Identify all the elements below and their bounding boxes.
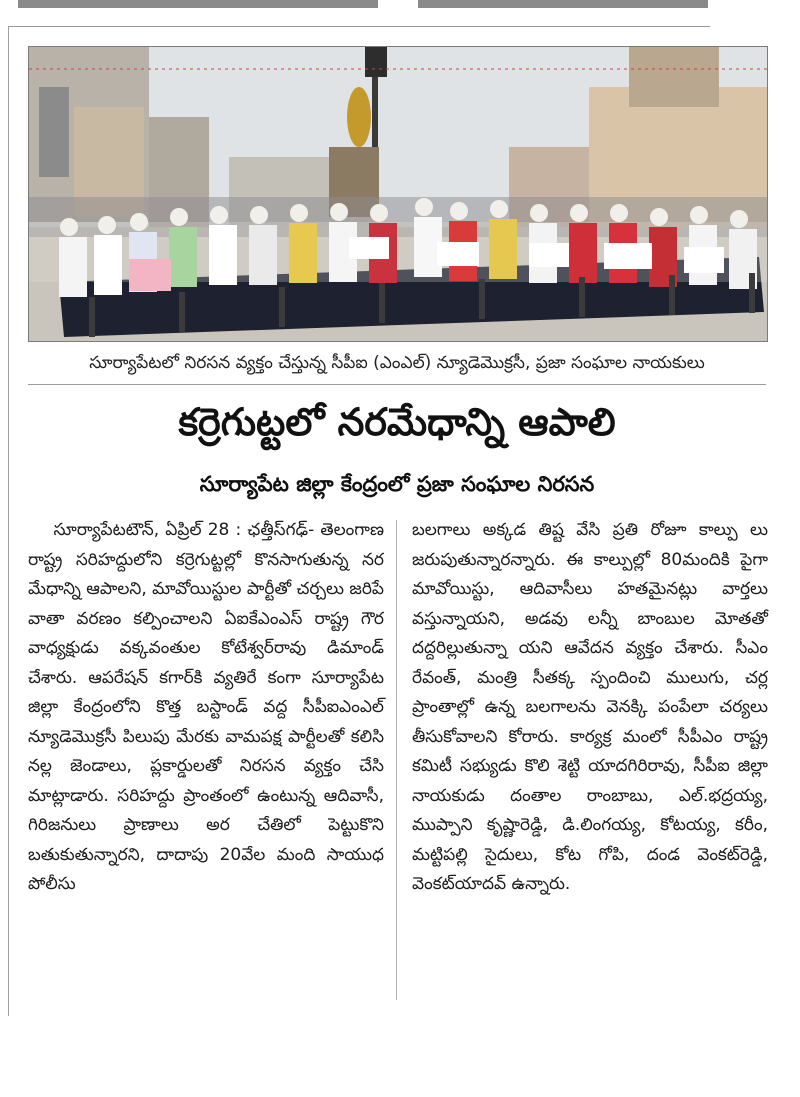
headline: కర్రెగుట్టలో నరమేధాన్ని ఆపాలి [178,400,616,444]
subheadline: సూర్యాపేట జిల్లా కేంద్రంలో ప్రజా సంఘాల నిరసన [199,472,595,496]
body-paragraph-left: సూర్యాపేటటౌన్, ఏప్రిల్ 28 : ఛత్తీస్‌గఢ్- తెలంగాణ రాష్ట్ర సరిహద్దులోని కర్రెగుట్టల్లో కొనసాగుతున్న నర మేధాన్ని ఆపాలని, మావోయిస్టుల పార్టీతో చర్చలు జరిపే వాతా వరణం కల్పించాలని ఏఐకేఎంఎస్ రాష్ట్ర గౌర వాధ్యక్షుడు వక్కవంతుల కోటేశ్వర్‌రావు డిమాండ్ చేశారు. ఆపరేషన్ కగార్‌కి వ్యతిరే కంగా సూర్యాపేట జిల్లా కేంద్రంలోని కొత్త బస్టాండ్ వద్ద సీపీఐఎంఎల్ న్యూడెమొక్రసీ పిలుపు మేరకు వామపక్ష పార్టీలతో కలిసి నల్ల జెండాలు, ప్లకార్డులతో నిరసన వ్యక్తం చేసి మాట్లాడారు. సరిహద్దు ప్రాంతంలో ఉంటున్న ఆదివాసీ, గిరిజనులు ప్రాణాలు అర చేతిలో పెట్టుకొని బతుకుతున్నారని, దాదాపు 20వేల మంది సాయుధ పోలీసు [28,520,384,894]
column-rule [8,26,9,1016]
news-photo [28,46,768,342]
photo-caption: సూర్యాపేటలో నిరసన వ్యక్తం చేస్తున్న సీపీఐ (ఎంఎల్) న్యూడెమొక్రసీ, ప్రజా సంఘాల నాయకులు [28,352,766,385]
article-body-right [412,516,768,900]
column-divider [396,520,397,1000]
article-body-left [28,516,384,900]
body-paragraph-right: బలగాలు అక్కడ తిష్ట వేసి ప్రతి రోజూ కాల్పు లు జరుపుతున్నారన్నారు. ఈ కాల్పుల్లో 80మందికి పైగా మావోయిస్టు, ఆదివాసీలు హతమైనట్లు వార్తలు వస్తున్నాయని, అడవు లన్నీ బాంబుల మోతతో దద్దరిల్లుతున్నా యని ఆవేదన వ్యక్తం చేశారు. సీఎం రేవంత్, మంత్రి సీతక్క స్పందించి ములుగు, చర్ల ప్రాంతాల్లో ఉన్న బలగాలను వెనక్కి పంపేలా చర్యలు తీసుకోవాలని కోరారు. కార్యక్ర మంలో సీపీఎం రాష్ట్ర కమిటీ సభ్యుడు కొలి శెట్టి యాదగిరిరావు, సీపీఐ జిల్లా నాయకుడు దంతాల రాంబాబు, ఎల్.భద్రయ్య, ముప్పాని కృష్ణారెడ్డి, డి.లింగయ్య, కోటయ్య, కరీం, మట్టిపల్లి సైదులు, కోట గోపి, దండ వెంకట్‌రెడ్డి, వెంకట్‌యాదవ్ ఉన్నారు. [412,520,768,894]
previous-article-strip [8,0,710,27]
